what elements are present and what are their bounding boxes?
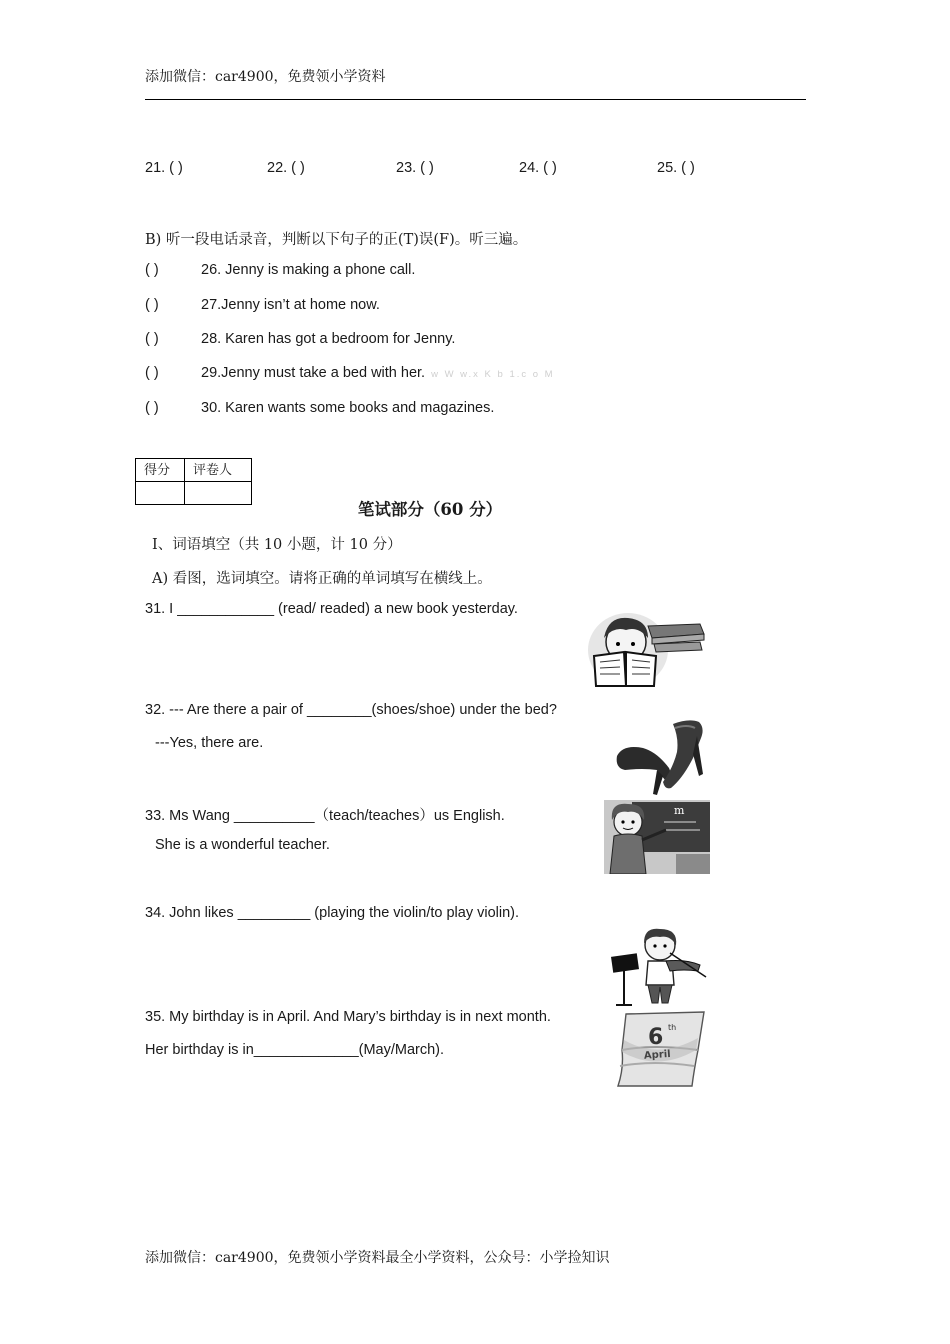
question-35: 35. My birthday is in April. And Mary’s birthday is in next month. [145,1009,551,1025]
tf-answer-29[interactable]: ( ) [145,365,159,381]
watermark-text: w W w.x K b 1.c o M [431,369,555,380]
question-32: 32. --- Are there a pair of ________(shoes/shoe) under the bed? [145,702,557,718]
question-35-continuation: Her birthday is in_____________(May/March). [145,1042,445,1058]
answer-slot-21[interactable]: 21. ( ) [145,160,183,176]
header-rule [145,99,806,100]
answer-slot-23[interactable]: 23. ( ) [396,160,434,176]
part-b-instruction: B) 听一段电话录音，判断以下句子的正(T)误(F)。听三遍。 [145,232,528,248]
section-1-heading: I、词语填空（共 10 小题，计 10 分） [152,537,402,553]
question-34: 34. John likes _________ (playing the violin/to play violin). [145,905,520,921]
question-31: 31. I ____________ (read/ readed) a new book yesterday. [145,601,518,617]
tf-item-27: 27.Jenny isn’t at home now. [201,297,380,313]
footer-text: 添加微信：car4900，免费领小学资料最全小学资料，公众号：小学捡知识 [145,1250,610,1266]
question-33: 33. Ms Wang __________（teach/teaches）us English. [145,808,505,824]
calendar-month: April [643,1048,671,1062]
tf-item-29: 29.Jenny must take a bed with her. [201,365,426,381]
header-text: 添加微信：car4900，免费领小学资料 [145,69,386,85]
boy-playing-violin-image [610,927,708,1007]
tf-item-28: 28. Karen has got a bedroom for Jenny. [201,331,456,347]
boy-reading-image [588,612,706,688]
calendar-day-suffix: th [668,1023,677,1032]
section-1a-instruction: A) 看图，选词填空。请将正确的单词填写在横线上。 [152,571,492,587]
calendar-april-6-image [614,1010,706,1088]
tf-item-29-row [201,365,555,381]
written-section-title: 笔试部分（60 分） [357,500,503,519]
high-heel-shoes-image [613,718,705,798]
blackboard-text: m [674,804,685,817]
tf-answer-27[interactable]: ( ) [145,297,159,313]
answer-slot-22[interactable]: 22. ( ) [267,160,305,176]
score-label: 得分 [136,459,185,482]
question-32-answer: ---Yes, there are. [155,735,264,751]
teacher-at-blackboard-image [604,800,710,874]
tf-item-30: 30. Karen wants some books and magazines. [201,400,495,416]
tf-answer-30[interactable]: ( ) [145,400,159,416]
tf-answer-28[interactable]: ( ) [145,331,159,347]
calendar-day-number: 6 [648,1025,664,1050]
tf-item-26: 26. Jenny is making a phone call. [201,262,416,278]
answer-slot-25[interactable]: 25. ( ) [657,160,695,176]
tf-answer-26[interactable]: ( ) [145,262,159,278]
grader-label: 评卷人 [185,459,252,482]
answer-slot-24[interactable]: 24. ( ) [519,160,557,176]
question-33-continuation: She is a wonderful teacher. [155,837,330,853]
